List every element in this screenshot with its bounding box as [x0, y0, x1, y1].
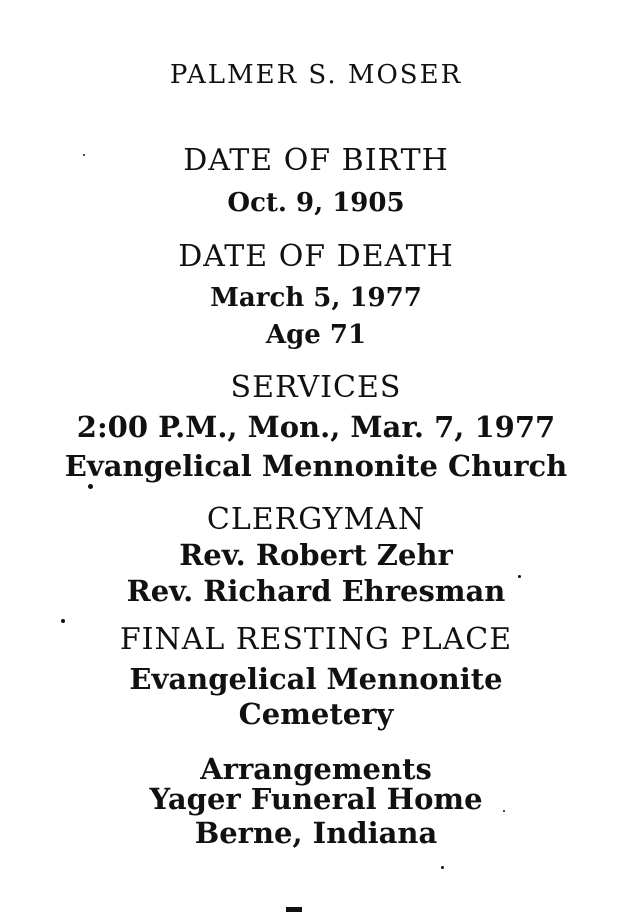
death-heading: DATE OF DEATH [178, 239, 454, 274]
funeral-home: Yager Funeral Home [149, 782, 483, 816]
age-at-death: Age 71 [265, 320, 367, 350]
ink-speck [503, 810, 505, 812]
resting-place-heading: FINAL RESTING PLACE [119, 622, 513, 657]
deceased-name: PALMER S. MOSER [169, 60, 463, 90]
birth-date: Oct. 9, 1905 [227, 188, 405, 218]
ink-speck [83, 154, 85, 156]
services-location: Evangelical Mennonite Church [64, 449, 568, 483]
bottom-dash-mark [286, 907, 302, 912]
clergyman-name: Rev. Robert Zehr [179, 538, 453, 572]
ink-speck [88, 484, 93, 489]
resting-place-line: Evangelical Mennonite [129, 662, 503, 696]
ink-speck [61, 619, 65, 623]
clergyman-name: Rev. Richard Ehresman [126, 574, 506, 608]
clergyman-heading: CLERGYMAN [206, 502, 426, 537]
ink-speck [441, 866, 444, 869]
resting-place-line: Cemetery [238, 697, 394, 731]
services-heading: SERVICES [230, 370, 402, 405]
ink-speck [518, 575, 521, 578]
funeral-home-city: Berne, Indiana [194, 816, 438, 850]
birth-heading: DATE OF BIRTH [183, 143, 449, 178]
death-date: March 5, 1977 [210, 283, 422, 313]
services-time: 2:00 P.M., Mon., Mar. 7, 1977 [76, 410, 556, 444]
arrangements-heading: Arrangements [200, 752, 432, 786]
